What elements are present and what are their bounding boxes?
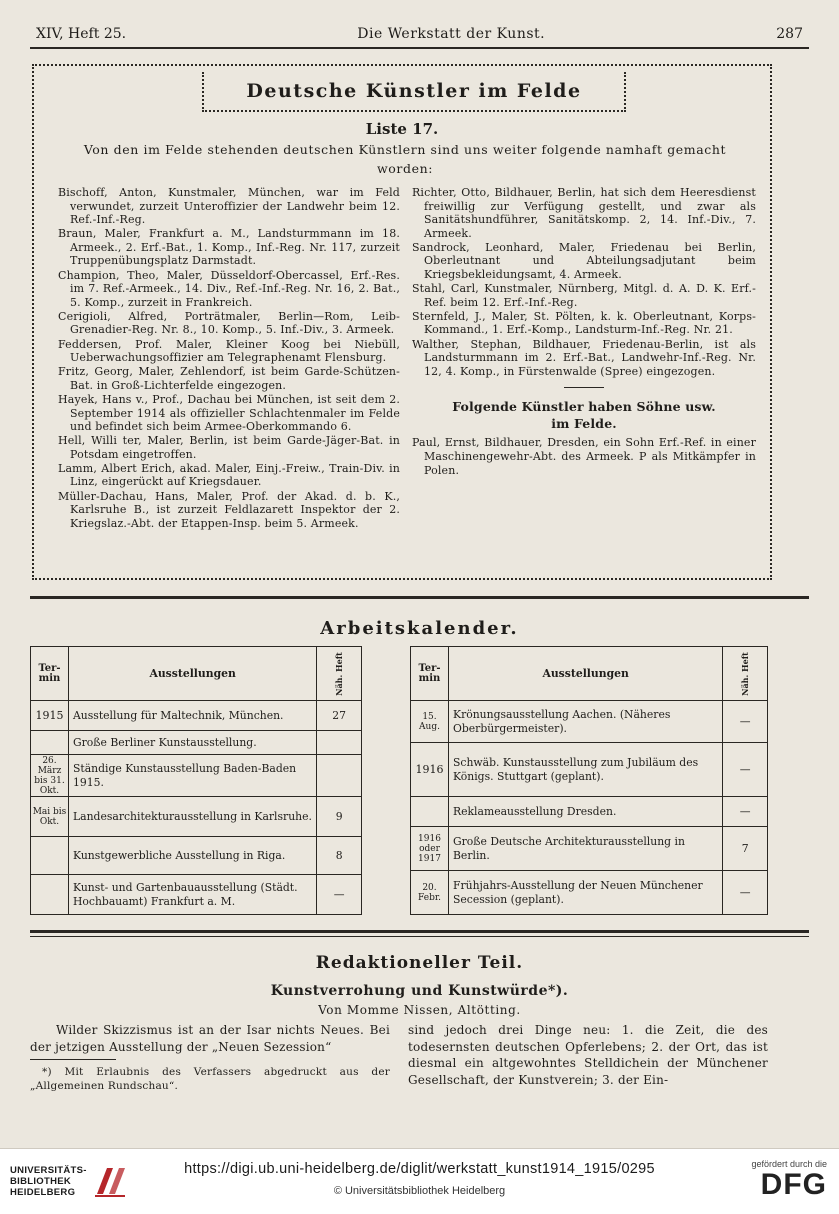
artist-entry: Richter, Otto, Bildhauer, Berlin, hat sich dem Heeresdienst freiwillig zur Verfügung gestellt, und zwar als Sanitätshundführer, Sanitätskomp. 2, 14. Inf.-Div., 7. Armeek. [412, 186, 756, 240]
artist-entry: Fritz, Georg, Maler, Zehlendorf, ist beim Garde-Schützen-Bat. in Groß-Lichterfelde eingezogen. [58, 365, 400, 392]
table-row [31, 837, 362, 875]
table-row [411, 743, 768, 797]
permalink-url[interactable]: https://digi.ub.uni-heidelberg.de/diglit/werkstatt_kunst1914_1915/0295 [184, 1161, 655, 1177]
row-exhibition: Große Berliner Kunstausstellung. [69, 731, 317, 755]
calendar-table-right [410, 646, 768, 915]
dfg-logo[interactable] [751, 1159, 827, 1201]
sons-entry: Paul, Ernst, Bildhauer, Dresden, ein Sohn Erf.-Ref. in einer Maschinengewehr-Abt. des Armeek. P als Mitkämpfer in Polen. [412, 436, 756, 477]
calendar-table-left [30, 646, 362, 915]
header-date: Ter- min [411, 647, 449, 701]
article-paragraph: sind jedoch drei Dinge neu: 1. die Zeit, die des todesernsten deutschen Opferlebens; 2. der Ort, das ist diesmal ein altgewohntes Stelldichein der Münchener Gesellschaft, der Kunstverein; 3. der Ein- [408, 1023, 768, 1087]
list-label: Liste 17. [365, 120, 439, 138]
row-date [31, 731, 69, 755]
artist-entry: Bischoff, Anton, Kunstmaler, München, war im Feld verwundet, zurzeit Unteroffizier der Landwehr beim 12. Ref.-Inf.-Reg. [58, 186, 400, 227]
table-row [31, 875, 362, 915]
feld-title-frame [202, 72, 626, 112]
row-date [31, 875, 69, 915]
table-row [411, 797, 768, 827]
artist-entry: Müller-Dachau, Hans, Maler, Prof. der Akad. d. b. K., Karlsruhe B., ist zurzeit Feldlazarett Inspektor der 2. Kriegslaz.-Abt. der Etappen-Insp. beim 5. Armeek. [58, 489, 400, 530]
running-head-left: XIV, Heft 25. [36, 26, 127, 42]
row-issue: 27 [317, 701, 362, 731]
row-exhibition: Landesarchitekturausstellung in Karlsruhe. [69, 797, 317, 837]
running-head-rule [30, 47, 809, 49]
row-exhibition: Ausstellung für Maltechnik, München. [69, 701, 317, 731]
row-issue: — [723, 797, 768, 827]
artist-entry: Cerigioli, Alfred, Porträtmaler, Berlin—Rom, Leib-Grenadier-Reg. Nr. 8., 10. Komp., 5. Inf.-Div., 3. Armeek. [58, 309, 400, 337]
row-issue: 7 [723, 827, 768, 871]
sons-heading [412, 398, 756, 432]
header-exhibitions: Ausstellungen [69, 647, 317, 701]
row-exhibition: Kunstgewerbliche Ausstellung in Riga. [69, 837, 317, 875]
table-row [31, 701, 362, 731]
feld-left-column [58, 186, 400, 531]
redaktion-title: Redaktioneller Teil. [315, 953, 524, 973]
row-exhibition: Reklameausstellung Dresden. [449, 797, 723, 827]
footnote-rule [30, 1059, 116, 1060]
artist-entry: Lamm, Albert Erich, akad. Maler, Einj.-Freiw., Train-Div. in Linz, eingerückt auf Kriegsdauer. [58, 461, 400, 489]
library-name-line: UNIVERSITÄTS- [10, 1164, 87, 1176]
table-row [31, 797, 362, 837]
short-divider [564, 387, 604, 388]
page-number: 287 [776, 26, 803, 42]
running-head [36, 26, 803, 44]
table-header-row [31, 647, 362, 701]
row-date: 1915 [31, 701, 69, 731]
article-title: Kunstverrohung und Kunstwürde*). [270, 983, 569, 999]
row-issue [317, 755, 362, 797]
article-paragraph: Wilder Skizzismus ist an der Isar nichts Neues. Bei der jetzigen Ausstellung der „Neuen Sezession“ [30, 1023, 390, 1054]
header-exhibitions: Ausstellungen [449, 647, 723, 701]
artist-entry: Hell, Willi ter, Maler, Berlin, ist beim Garde-Jäger-Bat. in Potsdam eingetroffen. [58, 434, 400, 461]
section-rule [30, 596, 809, 599]
table-row [31, 755, 362, 797]
footnote: *) Mit Erlaubnis des Verfassers abgedruckt aus der „Allgemeinen Rundschau“. [30, 1066, 390, 1092]
feld-right-column [412, 186, 756, 478]
row-date: 1916 [411, 743, 449, 797]
table-row [411, 871, 768, 915]
header-issue-label: Näh. Heft [740, 652, 751, 696]
artist-entry: Sandrock, Leonhard, Maler, Friedenau bei Berlin, Oberleutnant und Abteilungsadjutant beim Kriegsbekleidungsamt, 4. Armeek. [412, 240, 756, 282]
row-exhibition: Ständige Kunstausstellung Baden-Baden 1915. [69, 755, 317, 797]
header-date: Ter- min [31, 647, 69, 701]
row-issue: 8 [317, 837, 362, 875]
feld-intro: Von den im Felde stehenden deutschen Künstlern sind uns weiter folgende namhaft gemacht worden: [83, 142, 727, 176]
library-name-line: BIBLIOTHEK [10, 1175, 72, 1187]
calendar-title: Arbeitskalender. [320, 618, 519, 639]
row-date [31, 837, 69, 875]
row-date: 20. Febr. [411, 871, 449, 915]
section-rule [30, 930, 809, 933]
sons-heading-line-1: Folgende Künstler haben Söhne usw. [452, 399, 716, 415]
section-rule-thin [30, 936, 809, 937]
row-issue: — [723, 701, 768, 743]
artist-entry: Braun, Maler, Frankfurt a. M., Landsturmmann im 18. Armeek., 2. Erf.-Bat., 1. Komp., Inf.-Reg. Nr. 117, zurzeit Truppenübungsplatz Darmstadt. [58, 227, 400, 268]
dfg-wordmark: DFG [760, 1168, 827, 1201]
article-right-column [408, 1022, 768, 1088]
row-exhibition: Kunst- und Gartenbauausstellung (Städt. Hochbauamt) Frankfurt a. M. [69, 875, 317, 915]
row-issue: — [723, 743, 768, 797]
row-exhibition: Krönungsausstellung Aachen. (Näheres Oberbürgermeister). [449, 701, 723, 743]
artist-entry: Sternfeld, J., Maler, St. Pölten, k. k. Oberleutnant, Korps-Kommand., 1. Erf.-Komp., Landsturm-Inf.-Reg. Nr. 21. [412, 309, 756, 337]
row-date: 1916 oder 1917 [411, 827, 449, 871]
table-row [411, 827, 768, 871]
row-date [411, 797, 449, 827]
row-issue [317, 731, 362, 755]
dfg-caption: gefördert durch die [751, 1159, 827, 1169]
viewer-footer [0, 1148, 839, 1214]
artist-entry: Stahl, Carl, Kunstmaler, Nürnberg, Mitgl. d. A. D. K. Erf.-Ref. beim 12. Erf.-Inf.-Reg. [412, 282, 756, 309]
feld-section-title: Deutsche Künstler im Felde [246, 80, 582, 102]
running-head-title: Die Werkstatt der Kunst. [357, 26, 546, 42]
row-exhibition: Frühjahrs-Ausstellung der Neuen Münchener Secession (geplant). [449, 871, 723, 915]
table-header-row [411, 647, 768, 701]
library-name-line: HEIDELBERG [10, 1186, 76, 1198]
article-left-column [30, 1022, 390, 1093]
artist-entry: Champion, Theo, Maler, Düsseldorf-Obercassel, Erf.-Res. im 7. Ref.-Armeek., 14. Div., Ref.-Inf.-Reg. Nr. 16, 2. Bat., 5. Komp., zurzeit in Frankreich. [58, 268, 400, 309]
artist-entry: Hayek, Hans v., Prof., Dachau bei München, ist seit dem 2. September 1914 als offizieller Schlachtenmaler im Felde und befindet sich beim Armee-Oberkommando 6. [58, 392, 400, 434]
sons-heading-line-2: im Felde. [551, 416, 617, 432]
header-issue-label: Näh. Heft [334, 652, 345, 696]
row-exhibition: Schwäb. Kunstausstellung zum Jubiläum des Königs. Stuttgart (geplant). [449, 743, 723, 797]
copyright-notice: © Universitätsbibliothek Heidelberg [333, 1185, 506, 1197]
row-date: 26. März bis 31. Okt. [31, 755, 69, 797]
table-row [411, 701, 768, 743]
row-date: 15. Aug. [411, 701, 449, 743]
feld-section-box [32, 64, 772, 580]
header-issue [317, 647, 362, 701]
row-issue: 9 [317, 797, 362, 837]
artist-entry: Feddersen, Prof. Maler, Kleiner Koog bei Niebüll, Ueberwachungsoffizier am Telegraphenamt Flensburg. [58, 337, 400, 365]
row-exhibition: Große Deutsche Architekturausstellung in Berlin. [449, 827, 723, 871]
table-row [31, 731, 362, 755]
row-date: Mai bis Okt. [31, 797, 69, 837]
header-issue [723, 647, 768, 701]
artist-entry: Walther, Stephan, Bildhauer, Friedenau-Berlin, ist als Landsturmmann im 2. Erf.-Bat., Landwehr-Inf.-Reg. Nr. 12, 4. Komp., in Fürstenwalde (Spree) eingezogen. [412, 337, 756, 378]
article-author: Von Momme Nissen, Altötting. [318, 1003, 521, 1017]
row-issue: — [317, 875, 362, 915]
row-issue: — [723, 871, 768, 915]
